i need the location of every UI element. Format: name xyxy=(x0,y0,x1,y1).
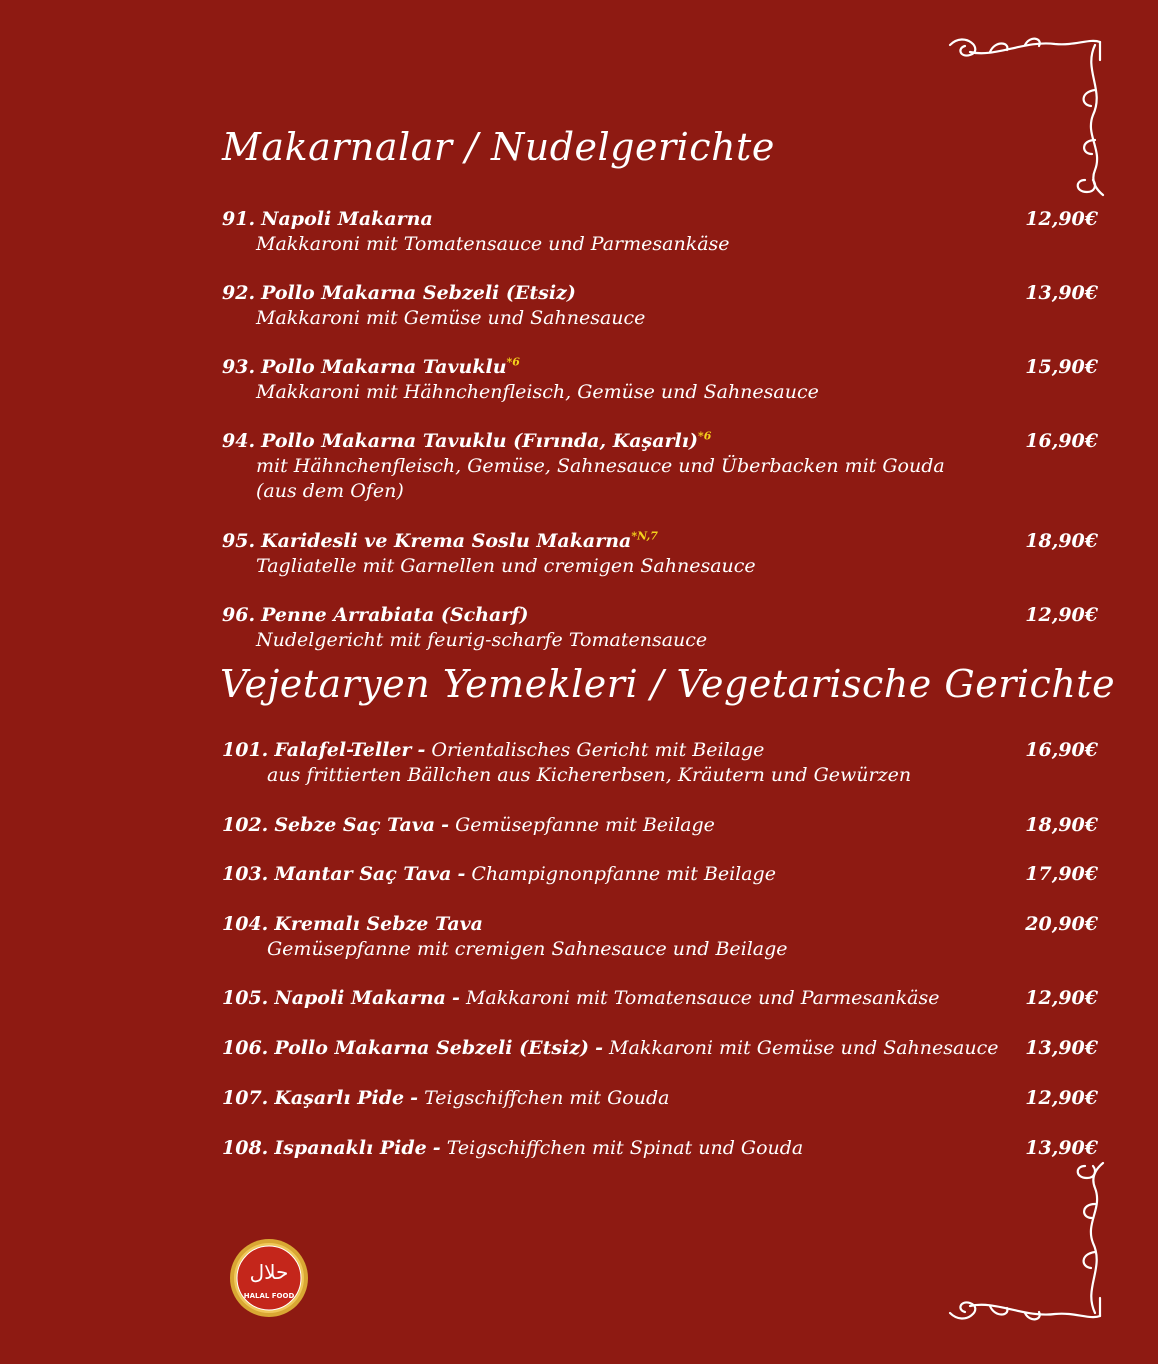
item-number: 91. xyxy=(222,208,256,230)
item-price: 12,90€ xyxy=(1025,604,1098,626)
item-description-line2: (aus dem Ofen) xyxy=(256,480,404,502)
halal-label: HALAL FOOD xyxy=(243,1292,295,1300)
item-number: 102. xyxy=(222,814,269,836)
menu-item-91 xyxy=(222,207,1098,257)
item-description: Makkaroni mit Tomatensauce und Parmesankäse xyxy=(256,233,730,255)
item-name: Napoli Makarna xyxy=(261,208,433,230)
menu-item-95 xyxy=(222,529,1098,579)
item-number: 96. xyxy=(222,604,256,626)
menu-item-92 xyxy=(222,281,1098,331)
item-description: mit Hähnchenfleisch, Gemüse, Sahnesauce und Überbacken mit Gouda xyxy=(256,455,945,477)
menu-item-96 xyxy=(222,603,1098,653)
item-name: Penne Arrabiata (Scharf) xyxy=(261,604,529,626)
item-name: Pollo Makarna Sebzeli (Etsiz) xyxy=(274,1037,590,1059)
item-price: 13,90€ xyxy=(1025,282,1098,304)
item-description: Nudelgericht mit feurig-scharfe Tomatensauce xyxy=(256,629,708,651)
corner-ornament-top-icon xyxy=(935,30,1110,200)
item-description: Makkaroni mit Gemüse und Sahnesauce xyxy=(256,307,646,329)
item-price: 17,90€ xyxy=(1025,863,1098,885)
allergen-note: *6 xyxy=(506,355,520,369)
item-price: 13,90€ xyxy=(1025,1137,1098,1159)
item-name: Pollo Makarna Tavuklu xyxy=(261,356,507,378)
item-name: Pollo Makarna Sebzeli (Etsiz) xyxy=(261,282,576,304)
item-inline-description: Teigschiffchen mit Spinat und Gouda xyxy=(446,1137,804,1159)
item-name: Falafel-Teller xyxy=(274,739,412,761)
item-name: Sebze Saç Tava xyxy=(274,814,436,836)
menu-item-93 xyxy=(222,355,1098,405)
item-description: aus frittierten Bällchen aus Kichererbsen, Kräutern und Gewürzen xyxy=(267,764,912,786)
menu-item-106: 106. Pollo Makarna Sebzeli (Etsiz) - Makkaroni mit Gemüse und Sahnesauce 13,90€ xyxy=(222,1037,1098,1059)
item-inline-description: Teigschiffchen mit Gouda xyxy=(424,1087,670,1109)
item-inline-description: Orientalisches Gericht mit Beilage xyxy=(431,739,765,761)
item-number: 101. xyxy=(222,739,269,761)
item-inline-description: Makkaroni mit Tomatensauce und Parmesankäse xyxy=(465,987,940,1009)
item-number: 94. xyxy=(222,430,256,452)
item-price: 12,90€ xyxy=(1025,208,1098,230)
item-name: Pollo Makarna Tavuklu (Fırında, Kaşarlı) xyxy=(261,430,698,452)
item-price: 16,90€ xyxy=(1025,430,1098,452)
item-number: 93. xyxy=(222,356,256,378)
item-inline-description: Makkaroni mit Gemüse und Sahnesauce xyxy=(609,1037,999,1059)
item-price: 16,90€ xyxy=(1025,739,1098,761)
menu-item-104 xyxy=(222,912,1098,962)
item-number: 92. xyxy=(222,282,256,304)
item-price: 18,90€ xyxy=(1025,530,1098,552)
item-price: 12,90€ xyxy=(1025,1087,1098,1109)
menu-item-101: 101. Falafel-Teller - Orientalisches Gericht mit Beilage aus frittierten Bällchen aus Kichererbsen, Kräutern und Gewürzen 16,90€ xyxy=(222,739,1098,786)
allergen-note: *N,7 xyxy=(631,529,658,543)
item-price: 13,90€ xyxy=(1025,1037,1098,1059)
item-inline-description: Champignonpfanne mit Beilage xyxy=(471,863,776,885)
menu-item-107: 107. Kaşarlı Pide - Teigschiffchen mit Gouda 12,90€ xyxy=(222,1087,1098,1109)
item-name: Karidesli ve Krema Soslu Makarna xyxy=(261,530,632,552)
item-number: 108. xyxy=(222,1137,269,1159)
item-price: 20,90€ xyxy=(1025,913,1098,935)
item-number: 106. xyxy=(222,1037,269,1059)
item-price: 18,90€ xyxy=(1025,814,1098,836)
item-name: Napoli Makarna xyxy=(274,987,446,1009)
item-price: 15,90€ xyxy=(1025,356,1098,378)
item-description: Makkaroni mit Hähnchenfleisch, Gemüse und Sahnesauce xyxy=(256,381,819,403)
item-name: Mantar Saç Tava xyxy=(274,863,452,885)
item-number: 105. xyxy=(222,987,269,1009)
item-number: 103. xyxy=(222,863,269,885)
item-number: 107. xyxy=(222,1087,269,1109)
item-description: Gemüsepfanne mit cremigen Sahnesauce und Beilage xyxy=(267,938,788,960)
item-inline-description: Gemüsepfanne mit Beilage xyxy=(455,814,715,836)
item-name: Kaşarlı Pide xyxy=(274,1087,405,1109)
section-title-vegetarian: Vejetaryen Yemekleri / Vegetarische Gerichte xyxy=(220,662,1116,706)
allergen-note: *6 xyxy=(697,429,712,443)
halal-badge-icon xyxy=(229,1238,309,1318)
item-number: 95. xyxy=(222,530,256,552)
item-name: Kremalı Sebze Tava xyxy=(274,913,483,935)
item-number: 104. xyxy=(222,913,269,935)
item-price: 12,90€ xyxy=(1025,987,1098,1009)
menu-item-102: 102. Sebze Saç Tava - Gemüsepfanne mit Beilage 18,90€ xyxy=(222,814,1098,836)
menu-item-94 xyxy=(222,429,1098,504)
menu-item-105: 105. Napoli Makarna - Makkaroni mit Tomatensauce und Parmesankäse 12,90€ xyxy=(222,987,1098,1009)
menu-item-108: 108. Ispanaklı Pide - Teigschiffchen mit Spinat und Gouda 13,90€ xyxy=(222,1137,1098,1159)
corner-ornament-bottom-icon xyxy=(935,1158,1110,1328)
halal-arabic-text: حلال xyxy=(249,1260,289,1284)
item-description: Tagliatelle mit Garnellen und cremigen Sahnesauce xyxy=(256,555,756,577)
section-title-pasta: Makarnalar / Nudelgerichte xyxy=(222,125,775,169)
menu-item-103: 103. Mantar Saç Tava - Champignonpfanne mit Beilage 17,90€ xyxy=(222,863,1098,885)
item-name: Ispanaklı Pide xyxy=(274,1137,427,1159)
